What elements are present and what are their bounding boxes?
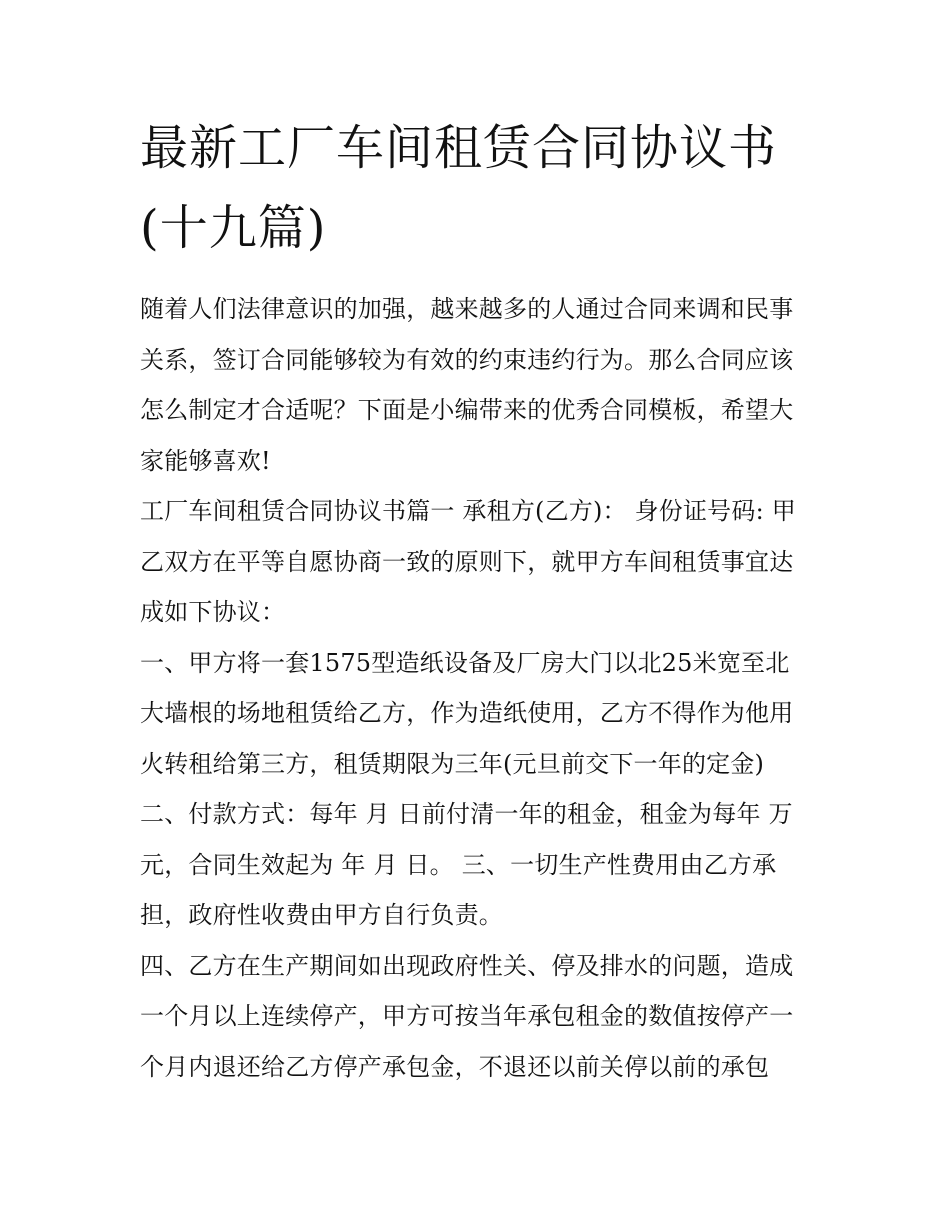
text-line: 元，合同生效起为 年 月 日。 三、一切生产性费用由乙方承 xyxy=(140,850,777,879)
document-page xyxy=(140,108,816,1092)
clause-1-paragraph xyxy=(140,638,816,790)
intro-paragraph xyxy=(140,284,816,486)
text-line: 大墙根的场地租赁给乙方，作为造纸使用，乙方不得作为他用 xyxy=(140,699,794,727)
text-line: 一、甲方将一套1575型造纸设备及厂房大门以北25米宽至北 xyxy=(140,648,790,677)
text-line: 关系，签订合同能够较为有效的约束违约行为。那么合同应该 xyxy=(140,345,794,374)
contract-preamble-paragraph xyxy=(140,486,816,638)
text-line: 怎么制定才合适呢？下面是小编带来的优秀合同模板，希望大 xyxy=(140,396,794,424)
title-line: (十九篇) xyxy=(140,200,327,256)
text-line: 个月内退还给乙方停产承包金，不退还以前关停以前的承包 xyxy=(140,1052,770,1081)
text-line: 一个月以上连续停产，甲方可按当年承包租金的数值按停产一 xyxy=(140,1002,794,1030)
text-line: 工厂车间租赁合同协议书篇一 承租方(乙方)： 身份证号码: 甲 xyxy=(140,497,796,525)
text-line: 家能够喜欢! xyxy=(140,446,271,475)
text-line: 四、乙方在生产期间如出现政府性关、停及排水的问题，造成 xyxy=(140,951,794,980)
text-line: 乙双方在平等自愿协商一致的原则下，就甲方车间租赁事宜达 xyxy=(140,547,794,576)
text-line: 二、付款方式：每年 月 日前付清一年的租金，租金为每年 万 xyxy=(140,800,793,828)
text-line: 随着人们法律意识的加强，越来越多的人通过合同来调和民事 xyxy=(140,295,794,323)
document-title xyxy=(140,108,816,268)
clause-4-paragraph xyxy=(140,941,816,1093)
title-line: 最新工厂车间租赁合同协议书 xyxy=(140,120,778,176)
text-line: 成如下协议： xyxy=(140,598,286,626)
text-line: 火转租给第三方，租赁期限为三年(元旦前交下一年的定金) xyxy=(140,749,765,778)
clause-2-3-paragraph xyxy=(140,789,816,941)
text-line: 担，政府性收费由甲方自行负责。 xyxy=(140,901,503,929)
